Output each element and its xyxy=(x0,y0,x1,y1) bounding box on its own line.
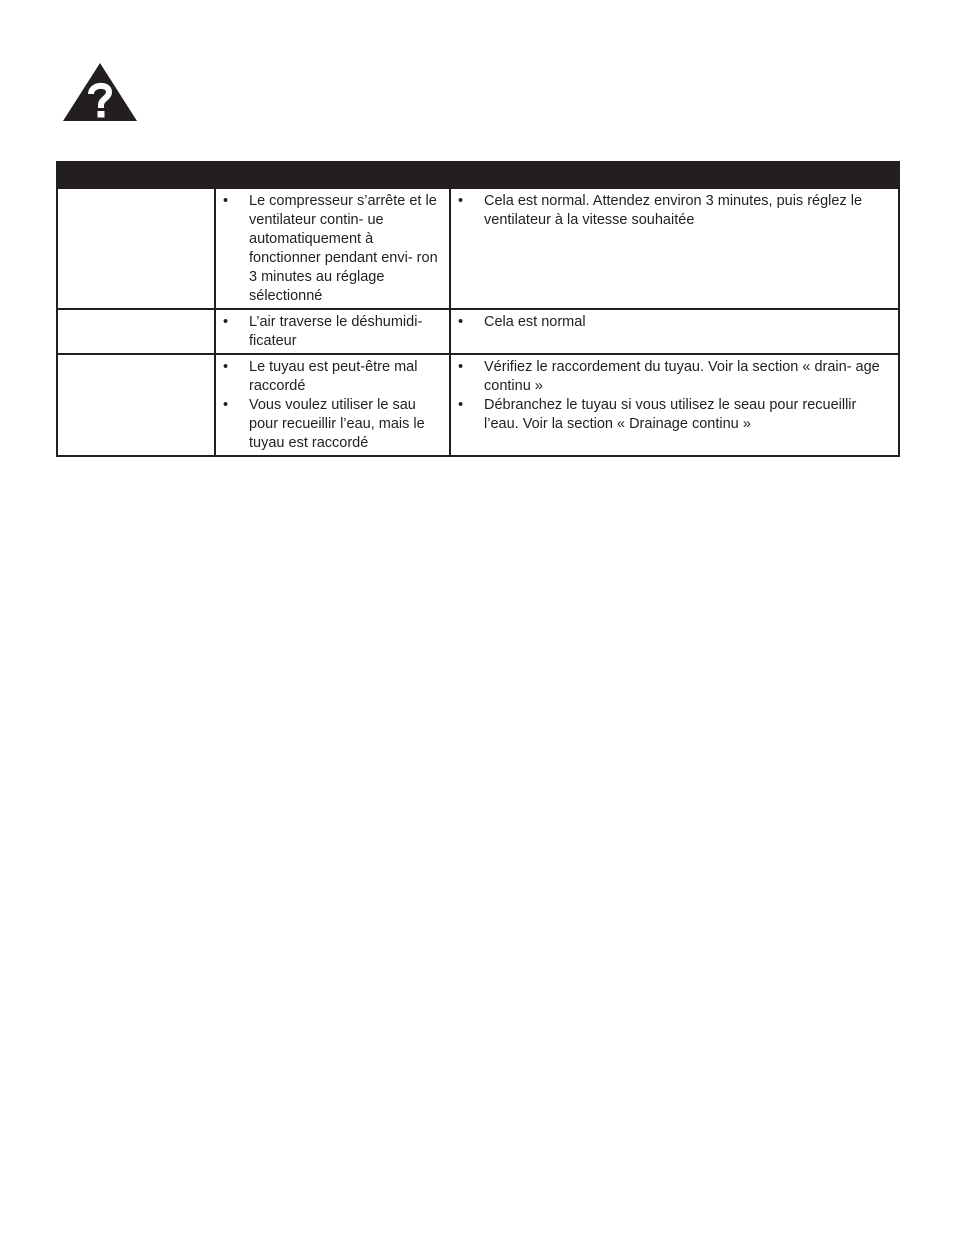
list-item: • L’air traverse le déshumidi- ficateur xyxy=(220,313,445,351)
table-row xyxy=(57,354,899,456)
cause-cell xyxy=(215,188,450,309)
solution-text: Vérifiez le raccordement du tuyau. Voir la section « drain- age continu » xyxy=(484,359,880,394)
cause-text: L’air traverse le déshumidi- ficateur xyxy=(249,314,423,349)
problem-cell xyxy=(57,354,215,456)
cause-cell xyxy=(215,309,450,354)
cause-text: Le compresseur s’arrête et le ventilateur contin- ue automatiquement à fonctionner pendant envi- ron 3 minutes au réglage sélectionné xyxy=(249,193,438,304)
problem-cell xyxy=(57,188,215,309)
cause-cell xyxy=(215,354,450,456)
header-cell-cause xyxy=(215,162,450,188)
table-header-row xyxy=(57,162,899,188)
cause-text: Vous voulez utiliser le sau pour recueillir l’eau, mais le tuyau est raccordé xyxy=(249,397,425,451)
list-item: • Vérifiez le raccordement du tuyau. Voir la section « drain- age continu » xyxy=(455,358,894,396)
list-item: • Le tuyau est peut-être mal raccordé xyxy=(220,358,445,396)
list-item: • Cela est normal. Attendez environ 3 minutes, puis réglez le ventilateur à la vitesse souhaitée xyxy=(455,192,894,230)
solution-text: Débranchez le tuyau si vous utilisez le seau pour recueillir l’eau. Voir la section « Drainage continu » xyxy=(484,397,857,432)
troubleshooting-table xyxy=(56,161,900,457)
problem-cell xyxy=(57,309,215,354)
solution-cell xyxy=(450,188,899,309)
list-item: • Cela est normal xyxy=(455,313,894,332)
solution-text: Cela est normal xyxy=(484,314,586,330)
list-item: • Débranchez le tuyau si vous utilisez le seau pour recueillir l’eau. Voir la section « Drainage continu » xyxy=(455,396,894,434)
solution-cell xyxy=(450,354,899,456)
header-cell-problem xyxy=(57,162,215,188)
solution-text: Cela est normal. Attendez environ 3 minutes, puis réglez le ventilateur à la vitesse souhaitée xyxy=(484,193,863,228)
table-row xyxy=(57,188,899,309)
question-warning-icon xyxy=(62,62,138,122)
header-cell-solution xyxy=(450,162,899,188)
solution-cell xyxy=(450,309,899,354)
list-item: • Vous voulez utiliser le sau pour recueillir l’eau, mais le tuyau est raccordé xyxy=(220,396,445,453)
list-item: • Le compresseur s’arrête et le ventilateur contin- ue automatiquement à fonctionner pendant envi- ron 3 minutes au réglage sélectionné xyxy=(220,192,445,306)
cause-text: Le tuyau est peut-être mal raccordé xyxy=(249,359,418,394)
table-row xyxy=(57,309,899,354)
